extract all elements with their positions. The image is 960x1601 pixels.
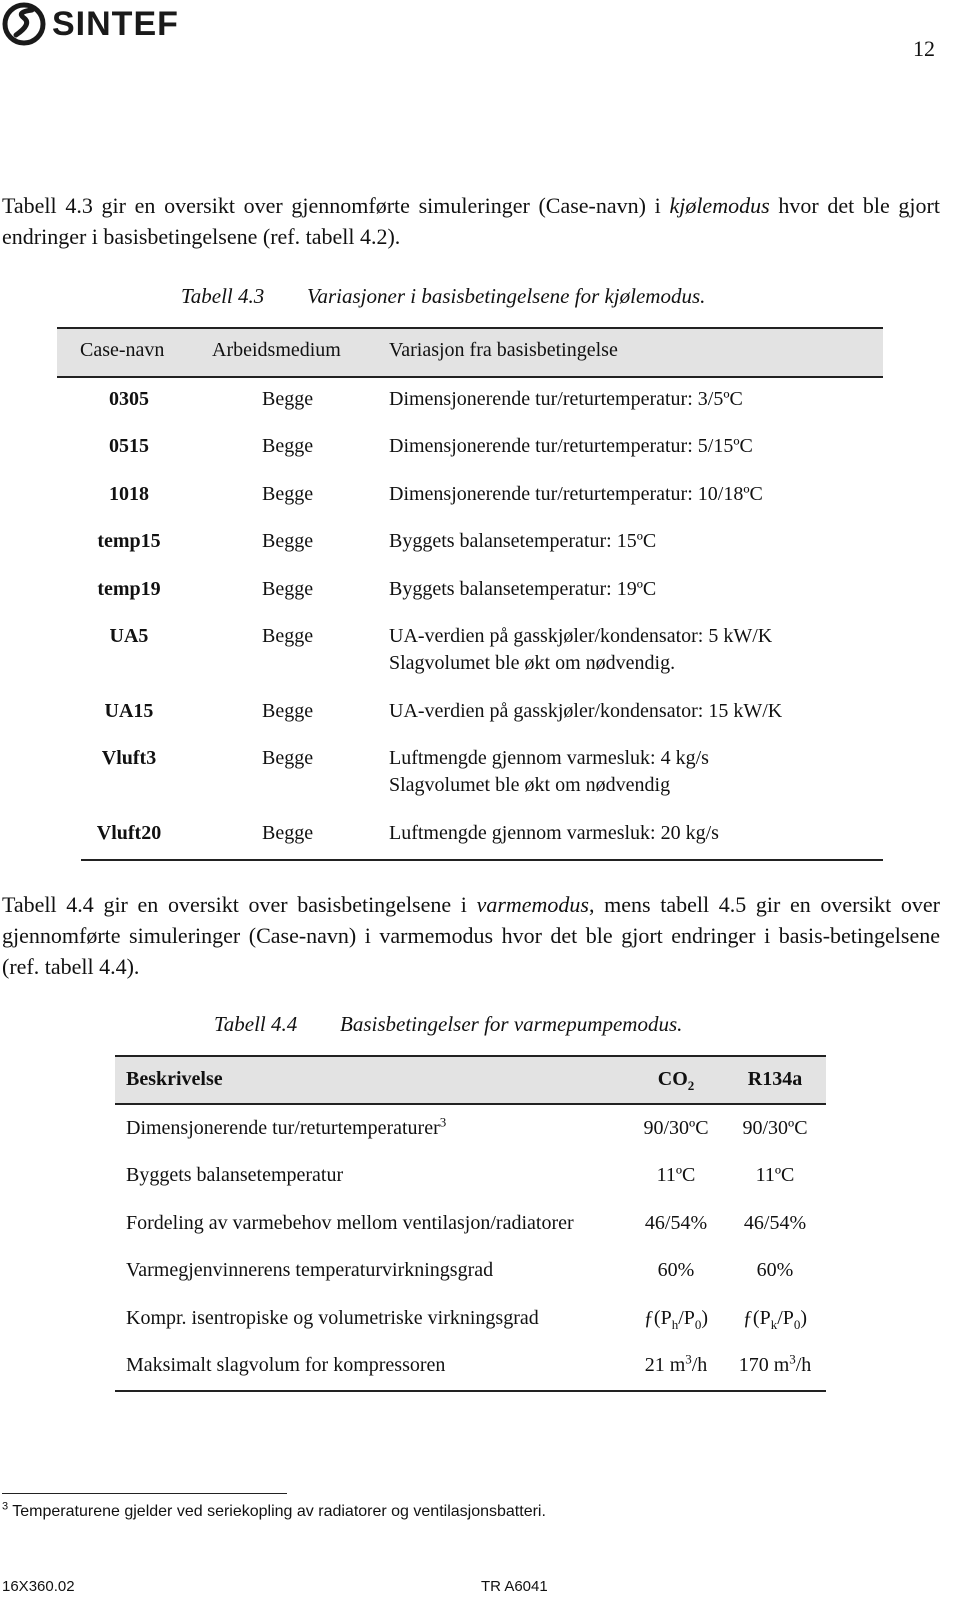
- sintef-logo-icon: [2, 2, 48, 46]
- r134a-value-part: 170 m: [738, 1354, 790, 1376]
- row-description: [126, 1115, 446, 1142]
- row-description: Byggets balansetemperatur: [126, 1164, 344, 1186]
- footnote-separator: [2, 1493, 287, 1494]
- row-description: Kompr. isentropiske og volumetriske virkningsgrad: [126, 1307, 539, 1329]
- variation: Byggets balansetemperatur: 19ºC: [389, 578, 657, 600]
- footnote: [2, 1500, 546, 1521]
- footer-project-number: 16X360.02: [2, 1578, 75, 1595]
- header-co2-subscript: 2: [687, 1078, 695, 1093]
- intro-text-2: hvor det ble gjort endringer i basisbetingelsene (ref. tabell 4.2).: [2, 193, 940, 249]
- case-name: Vluft3: [101, 747, 157, 769]
- footnote-marker: 3: [2, 1500, 9, 1513]
- table44-header-rule: [115, 1103, 826, 1105]
- working-medium: Begge: [262, 578, 314, 600]
- r134a-subscript: 0: [793, 1317, 801, 1332]
- r134a-value-part: /P: [777, 1307, 794, 1329]
- r134a-value-part: /h: [795, 1354, 812, 1376]
- working-medium: Begge: [262, 530, 314, 552]
- co2-value-part: 21 m: [644, 1354, 686, 1376]
- para2-emphasis: varmemodus: [476, 892, 589, 917]
- working-medium: Begge: [262, 747, 314, 769]
- table43: [57, 327, 883, 861]
- case-name: temp19: [97, 578, 161, 600]
- r134a-value-part: ): [800, 1307, 808, 1329]
- working-medium: Begge: [262, 435, 314, 457]
- co2-value: 90/30ºC: [643, 1117, 709, 1139]
- variation: Dimensjonerende tur/returtemperatur: 5/15ºC: [389, 435, 753, 457]
- header-co2-text: CO: [657, 1068, 688, 1090]
- working-medium: Begge: [262, 822, 314, 844]
- co2-value-part: /P: [678, 1307, 695, 1329]
- row-description: Maksimalt slagvolum for kompressoren: [126, 1354, 446, 1376]
- variation: Luftmengde gjennom varmesluk: 20 kg/s: [389, 822, 719, 844]
- working-medium: Begge: [262, 625, 314, 647]
- second-paragraph: [2, 889, 940, 982]
- co2-value-part: /h: [691, 1354, 708, 1376]
- r134a-value: 90/30ºC: [742, 1117, 808, 1139]
- intro-text-1: Tabell 4.3 gir en oversikt over gjennomførte simuleringer (Case-navn) i: [2, 193, 670, 218]
- sintef-wordmark: SINTEF: [52, 5, 179, 43]
- case-name: Vluft20: [96, 822, 162, 844]
- variation: UA-verdien på gasskjøler/kondensator: 15 kW/K: [389, 700, 783, 722]
- para2-text-1: Tabell 4.4 gir en oversikt over basisbetingelsene i: [2, 892, 477, 917]
- r134a-value: 11ºC: [755, 1164, 795, 1186]
- row-description-text: Dimensjonerende tur/returtemperaturer: [126, 1117, 440, 1139]
- variation: Byggets balansetemperatur: 15ºC: [389, 530, 657, 552]
- variation-note: Slagvolumet ble økt om nødvendig.: [389, 652, 676, 674]
- table43-caption-text: Variasjoner i basisbetingelsene for kjølemodus.: [307, 284, 706, 308]
- header-description: Beskrivelse: [126, 1068, 223, 1090]
- page-number: 12: [913, 36, 935, 61]
- footnote-text: Temperaturene gjelder ved seriekopling av radiatorer og ventilasjonsbatteri.: [12, 1503, 546, 1520]
- case-name: UA5: [109, 625, 149, 647]
- co2-value: 46/54%: [644, 1212, 708, 1234]
- co2-value: [625, 1305, 727, 1332]
- table43-header-rule: [57, 376, 883, 378]
- case-name: 0305: [109, 388, 149, 410]
- working-medium: Begge: [262, 388, 314, 410]
- intro-emphasis: kjølemodus: [669, 193, 770, 218]
- co2-subscript: 0: [694, 1317, 702, 1332]
- variation: Dimensjonerende tur/returtemperatur: 3/5ºC: [389, 388, 743, 410]
- co2-subscript: h: [671, 1317, 679, 1332]
- r134a-value: 60%: [756, 1259, 794, 1281]
- sintef-logo: [2, 2, 217, 46]
- table44: [115, 1055, 826, 1392]
- r134a-value: [727, 1305, 823, 1332]
- table43-caption-label: Tabell 4.3: [181, 284, 265, 308]
- variation: UA-verdien på gasskjøler/kondensator: 5 kW/K: [389, 625, 773, 647]
- r134a-value: 46/54%: [743, 1212, 807, 1234]
- table43-header-case: Case-navn: [80, 339, 165, 361]
- case-name: 0515: [109, 435, 149, 457]
- footnote-reference: 3: [439, 1114, 447, 1130]
- table43-bottom-rule: [81, 859, 883, 861]
- working-medium: Begge: [262, 483, 314, 505]
- co2-value: 11ºC: [656, 1164, 696, 1186]
- co2-superscript: 3: [685, 1351, 692, 1367]
- variation-note: Slagvolumet ble økt om nødvendig: [389, 774, 671, 796]
- table43-header-medium: Arbeidsmedium: [212, 339, 341, 361]
- co2-value-part: ƒ(P: [643, 1307, 672, 1329]
- case-name: UA15: [104, 700, 154, 722]
- r134a-value: [727, 1352, 823, 1379]
- table43-header-variation: Variasjon fra basisbetingelse: [389, 339, 618, 361]
- para2-text-2: , mens tabell 4.5 gir en oversikt over gjennomførte simuleringer (Case-navn) i varmemodus hvor det ble gjort endringer i basis-betingelsene (ref. tabell 4.4).: [2, 892, 940, 979]
- header-co2: [625, 1066, 727, 1093]
- r134a-superscript: 3: [789, 1351, 796, 1367]
- table44-caption-text: Basisbetingelser for varmepumpemodus.: [340, 1012, 683, 1036]
- intro-paragraph: [2, 190, 940, 252]
- row-description: Fordeling av varmebehov mellom ventilasjon/radiatorer: [126, 1212, 574, 1234]
- r134a-subscript: k: [770, 1317, 778, 1332]
- table44-caption-label: Tabell 4.4: [214, 1012, 298, 1036]
- case-name: 1018: [109, 483, 149, 505]
- variation: Luftmengde gjennom varmesluk: 4 kg/s: [389, 747, 709, 769]
- header-r134a: R134a: [747, 1068, 803, 1090]
- co2-value: [625, 1352, 727, 1379]
- table44-bottom-rule: [115, 1390, 826, 1392]
- footer-report-number: TR A6041: [481, 1578, 548, 1595]
- variation: Dimensjonerende tur/returtemperatur: 10/18ºC: [389, 483, 763, 505]
- co2-value-part: ): [701, 1307, 709, 1329]
- co2-value: 60%: [657, 1259, 695, 1281]
- case-name: temp15: [97, 530, 161, 552]
- working-medium: Begge: [262, 700, 314, 722]
- r134a-value-part: ƒ(P: [742, 1307, 771, 1329]
- row-description: Varmegjenvinnerens temperaturvirkningsgrad: [126, 1259, 494, 1281]
